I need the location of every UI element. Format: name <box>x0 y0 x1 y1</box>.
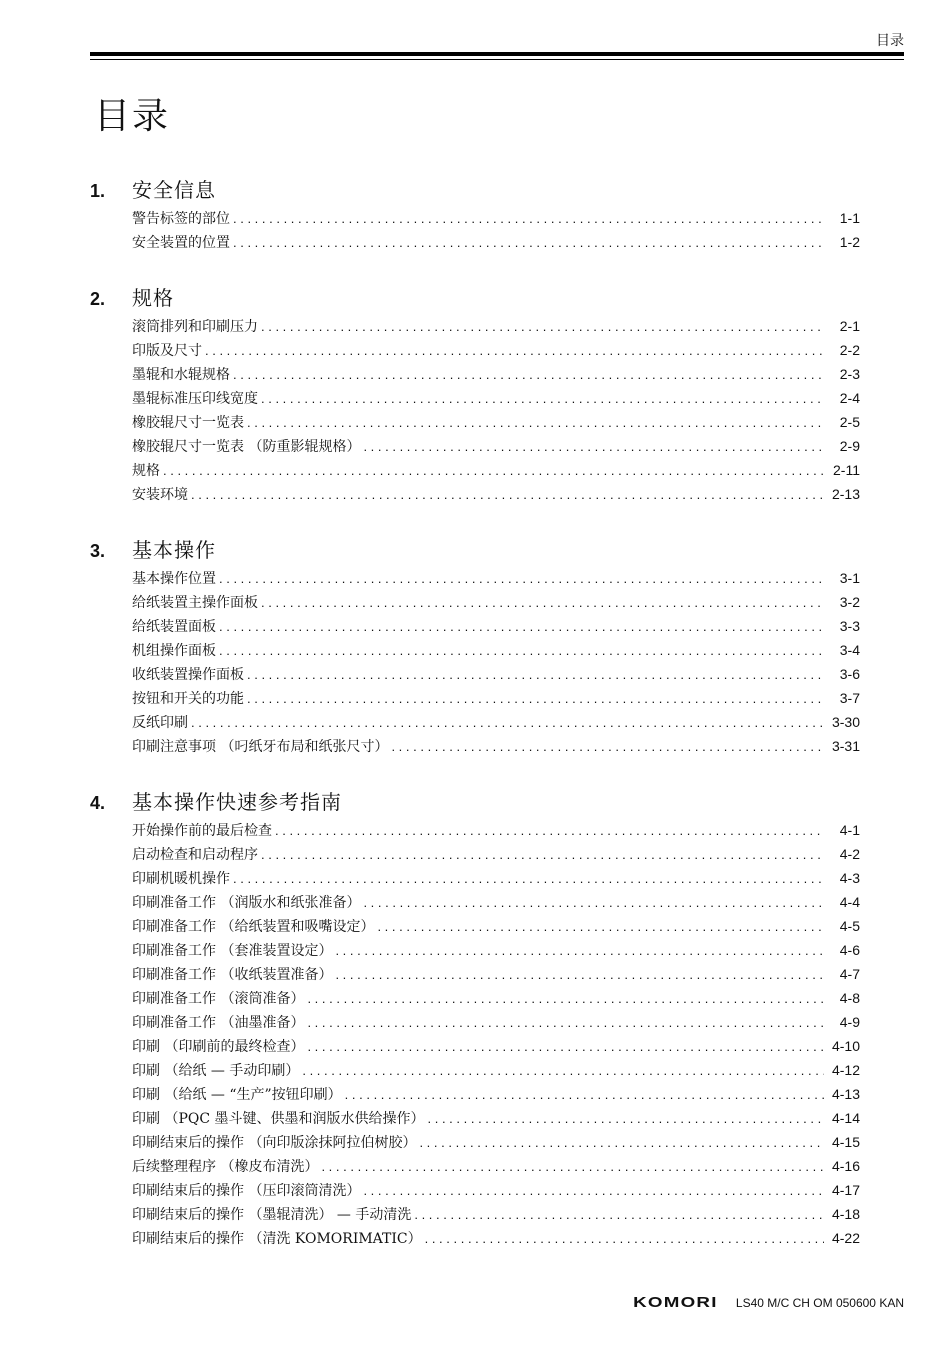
toc-entry-page: 4-13 <box>831 1086 860 1102</box>
toc-entry-title: 按钮和开关的功能 <box>132 691 244 707</box>
toc-entry[interactable] <box>132 640 860 664</box>
dot-leader <box>363 439 824 454</box>
toc-entry[interactable] <box>132 964 860 988</box>
toc-entry-page: 4-12 <box>831 1062 860 1078</box>
dot-leader <box>261 391 824 406</box>
toc-entry-page: 1-2 <box>839 234 860 250</box>
section-title: 安全信息 <box>132 178 216 202</box>
toc-entry[interactable] <box>132 388 860 412</box>
toc-entry-title: 机组操作面板 <box>132 643 216 659</box>
section-number: 2. <box>90 289 106 309</box>
toc-entry[interactable] <box>132 316 860 340</box>
toc-entry[interactable] <box>132 616 860 640</box>
section-heading <box>90 282 860 316</box>
dot-leader <box>261 319 824 334</box>
dot-leader <box>363 1183 824 1198</box>
toc-entry-title: 橡胶辊尺寸一览表 （防重影辊规格） <box>132 439 361 455</box>
footer <box>633 1294 904 1311</box>
toc-entry-page: 4-15 <box>831 1134 860 1150</box>
toc-entry-page: 4-7 <box>839 966 860 982</box>
toc-entry-page: 2-13 <box>831 486 860 502</box>
dot-leader <box>419 1135 824 1150</box>
toc-entry[interactable] <box>132 1060 860 1084</box>
toc-entry-title: 印刷机暖机操作 <box>132 871 230 887</box>
toc-entry-title: 安全装置的位置 <box>132 235 230 251</box>
table-of-contents <box>90 174 860 1278</box>
toc-entry[interactable] <box>132 412 860 436</box>
toc-entry[interactable] <box>132 1108 860 1132</box>
toc-entry-title: 印刷准备工作 （收纸装置准备） <box>132 967 333 983</box>
toc-entry-title: 警告标签的部位 <box>132 211 230 227</box>
section-number: 4. <box>90 793 106 813</box>
toc-entry-page: 2-11 <box>833 462 860 478</box>
toc-entry-page: 1-1 <box>839 210 860 226</box>
toc-entry-title: 印刷注意事项 （叼纸牙布局和纸张尺寸） <box>132 739 389 755</box>
toc-entry-title: 印刷准备工作 （润版水和纸张准备） <box>132 895 361 911</box>
section-heading <box>90 786 860 820</box>
toc-entry[interactable] <box>132 844 860 868</box>
toc-entry-title: 启动检查和启动程序 <box>132 847 258 863</box>
document-code: LS40 M/C CH OM 050600 KAN <box>735 1295 904 1310</box>
toc-entry[interactable] <box>132 340 860 364</box>
toc-entry-page: 3-2 <box>839 594 860 610</box>
header-rule-thick <box>90 52 904 56</box>
dot-leader <box>335 967 824 982</box>
toc-entry-page: 3-7 <box>839 690 860 706</box>
toc-entry-page: 4-18 <box>831 1206 860 1222</box>
toc-entry-title: 基本操作位置 <box>132 571 216 587</box>
toc-entry-title: 印刷结束后的操作 （向印版涂抹阿拉伯树胶） <box>132 1135 417 1151</box>
toc-entry[interactable] <box>132 1036 860 1060</box>
dot-leader <box>219 571 824 586</box>
toc-entry[interactable] <box>132 460 860 484</box>
toc-entry[interactable] <box>132 1084 860 1108</box>
toc-entry[interactable] <box>132 712 860 736</box>
toc-entry-title: 安装环境 <box>132 487 188 503</box>
toc-section <box>90 786 860 1252</box>
toc-entry-page: 4-22 <box>831 1230 860 1246</box>
toc-entry[interactable] <box>132 1132 860 1156</box>
toc-entry[interactable] <box>132 688 860 712</box>
toc-entry-title: 反纸印刷 <box>132 715 188 731</box>
dot-leader <box>191 715 824 730</box>
toc-entry-page: 4-16 <box>831 1158 860 1174</box>
dot-leader <box>219 643 824 658</box>
section-heading <box>90 534 860 568</box>
toc-entry-page: 3-1 <box>839 570 860 586</box>
toc-entry-title: 印刷 （PQC 墨斗键、供墨和润版水供给操作） <box>132 1111 425 1127</box>
toc-entry-title: 开始操作前的最后检查 <box>132 823 272 839</box>
toc-entry[interactable] <box>132 940 860 964</box>
toc-entry-page: 4-6 <box>839 942 860 958</box>
toc-entry-page: 4-8 <box>839 990 860 1006</box>
section-number: 1. <box>90 181 106 201</box>
dot-leader <box>219 619 824 634</box>
toc-entry-title: 印版及尺寸 <box>132 343 202 359</box>
toc-entry[interactable] <box>132 364 860 388</box>
toc-entry-page: 3-4 <box>839 642 860 658</box>
section-heading <box>90 174 860 208</box>
toc-entry-page: 2-3 <box>839 366 860 382</box>
toc-section <box>90 534 860 760</box>
toc-entry-page: 4-5 <box>839 918 860 934</box>
dot-leader <box>377 919 824 934</box>
toc-entry[interactable] <box>132 1180 860 1204</box>
toc-entry[interactable] <box>132 592 860 616</box>
section-title: 规格 <box>132 286 174 310</box>
dot-leader <box>307 991 824 1006</box>
toc-entry-page: 4-10 <box>831 1038 860 1054</box>
dot-leader <box>233 871 824 886</box>
section-title: 基本操作 <box>132 538 216 562</box>
toc-entry[interactable] <box>132 868 860 892</box>
section-title: 基本操作快速参考指南 <box>132 790 342 814</box>
toc-entry-page: 3-30 <box>831 714 860 730</box>
toc-entry-title: 印刷准备工作 （滚筒准备） <box>132 991 305 1007</box>
toc-entry-page: 3-6 <box>839 666 860 682</box>
dot-leader <box>345 1087 824 1102</box>
header-rule-thin <box>90 59 904 60</box>
toc-entry-page: 4-9 <box>839 1014 860 1030</box>
toc-entry-title: 印刷准备工作 （油墨准备） <box>132 1015 305 1031</box>
toc-entry[interactable] <box>132 892 860 916</box>
dot-leader <box>247 415 824 430</box>
dot-leader <box>261 595 824 610</box>
toc-entry-page: 2-1 <box>839 318 860 334</box>
toc-entry-title: 印刷结束后的操作 （墨辊清洗） — 手动清洗 <box>132 1207 412 1223</box>
toc-section <box>90 282 860 508</box>
toc-entry[interactable] <box>132 1012 860 1036</box>
toc-entry[interactable] <box>132 436 860 460</box>
toc-entry-title: 滚筒排列和印刷压力 <box>132 319 258 335</box>
dot-leader <box>414 1207 824 1222</box>
toc-entry-title: 橡胶辊尺寸一览表 <box>132 415 244 431</box>
toc-entry-title: 印刷 （给纸 — “生产”按钮印刷） <box>132 1087 342 1103</box>
toc-entry-page: 2-9 <box>839 438 860 454</box>
dot-leader <box>205 343 824 358</box>
toc-entry-page: 3-31 <box>831 738 860 754</box>
dot-leader <box>321 1159 824 1174</box>
toc-entry[interactable] <box>132 736 860 760</box>
dot-leader <box>428 1111 824 1126</box>
toc-entry[interactable] <box>132 1228 860 1252</box>
toc-entry[interactable] <box>132 664 860 688</box>
toc-entry[interactable] <box>132 1156 860 1180</box>
toc-entry-title: 印刷结束后的操作 （清洗 KOMORIMATIC） <box>132 1231 422 1247</box>
running-header: 目录 <box>876 33 904 49</box>
toc-entry-title: 印刷准备工作 （给纸装置和吸嘴设定） <box>132 919 375 935</box>
toc-entry[interactable] <box>132 484 860 508</box>
toc-entry-page: 2-2 <box>839 342 860 358</box>
toc-entry[interactable] <box>132 1204 860 1228</box>
dot-leader <box>233 235 824 250</box>
toc-entry[interactable] <box>132 568 860 592</box>
toc-entry-page: 4-1 <box>839 822 860 838</box>
toc-entry-title: 墨辊和水辊规格 <box>132 367 230 383</box>
toc-entry[interactable] <box>132 232 860 256</box>
toc-entry[interactable] <box>132 916 860 940</box>
toc-entry-title: 印刷准备工作 （套准装置设定） <box>132 943 333 959</box>
toc-entry[interactable] <box>132 820 860 844</box>
dot-leader <box>247 667 824 682</box>
dot-leader <box>191 487 824 502</box>
komori-logo: KOMORI <box>633 1294 718 1311</box>
dot-leader <box>261 847 824 862</box>
dot-leader <box>335 943 824 958</box>
toc-section <box>90 174 860 256</box>
toc-entry-title: 印刷 （印刷前的最终检查） <box>132 1039 305 1055</box>
toc-entry-title: 印刷结束后的操作 （压印滚筒清洗） <box>132 1183 361 1199</box>
toc-entry-title: 后续整理程序 （橡皮布清洗） <box>132 1159 319 1175</box>
toc-entry[interactable] <box>132 988 860 1012</box>
toc-entry-page: 4-2 <box>839 846 860 862</box>
toc-entry-page: 2-4 <box>839 390 860 406</box>
toc-entry-page: 4-4 <box>839 894 860 910</box>
toc-entry-title: 印刷 （给纸 — 手动印刷） <box>132 1063 300 1079</box>
dot-leader <box>363 895 824 910</box>
dot-leader <box>233 367 824 382</box>
toc-entry-page: 4-14 <box>831 1110 860 1126</box>
dot-leader <box>425 1231 824 1246</box>
toc-entry-title: 收纸装置操作面板 <box>132 667 244 683</box>
dot-leader <box>233 211 824 226</box>
dot-leader <box>275 823 824 838</box>
page-title: 目录 <box>94 96 171 137</box>
toc-entry-page: 4-3 <box>839 870 860 886</box>
dot-leader <box>163 463 824 478</box>
toc-entry-title: 给纸装置面板 <box>132 619 216 635</box>
dot-leader <box>247 691 824 706</box>
toc-entry-page: 2-5 <box>839 414 860 430</box>
section-number: 3. <box>90 541 106 561</box>
toc-entry-title: 给纸装置主操作面板 <box>132 595 258 611</box>
toc-entry-title: 墨辊标准压印线宽度 <box>132 391 258 407</box>
toc-entry-page: 4-17 <box>831 1182 860 1198</box>
toc-entry-page: 3-3 <box>839 618 860 634</box>
dot-leader <box>307 1039 824 1054</box>
dot-leader <box>391 739 824 754</box>
toc-entry[interactable] <box>132 208 860 232</box>
toc-entry-title: 规格 <box>132 463 160 479</box>
dot-leader <box>302 1063 824 1078</box>
dot-leader <box>307 1015 824 1030</box>
